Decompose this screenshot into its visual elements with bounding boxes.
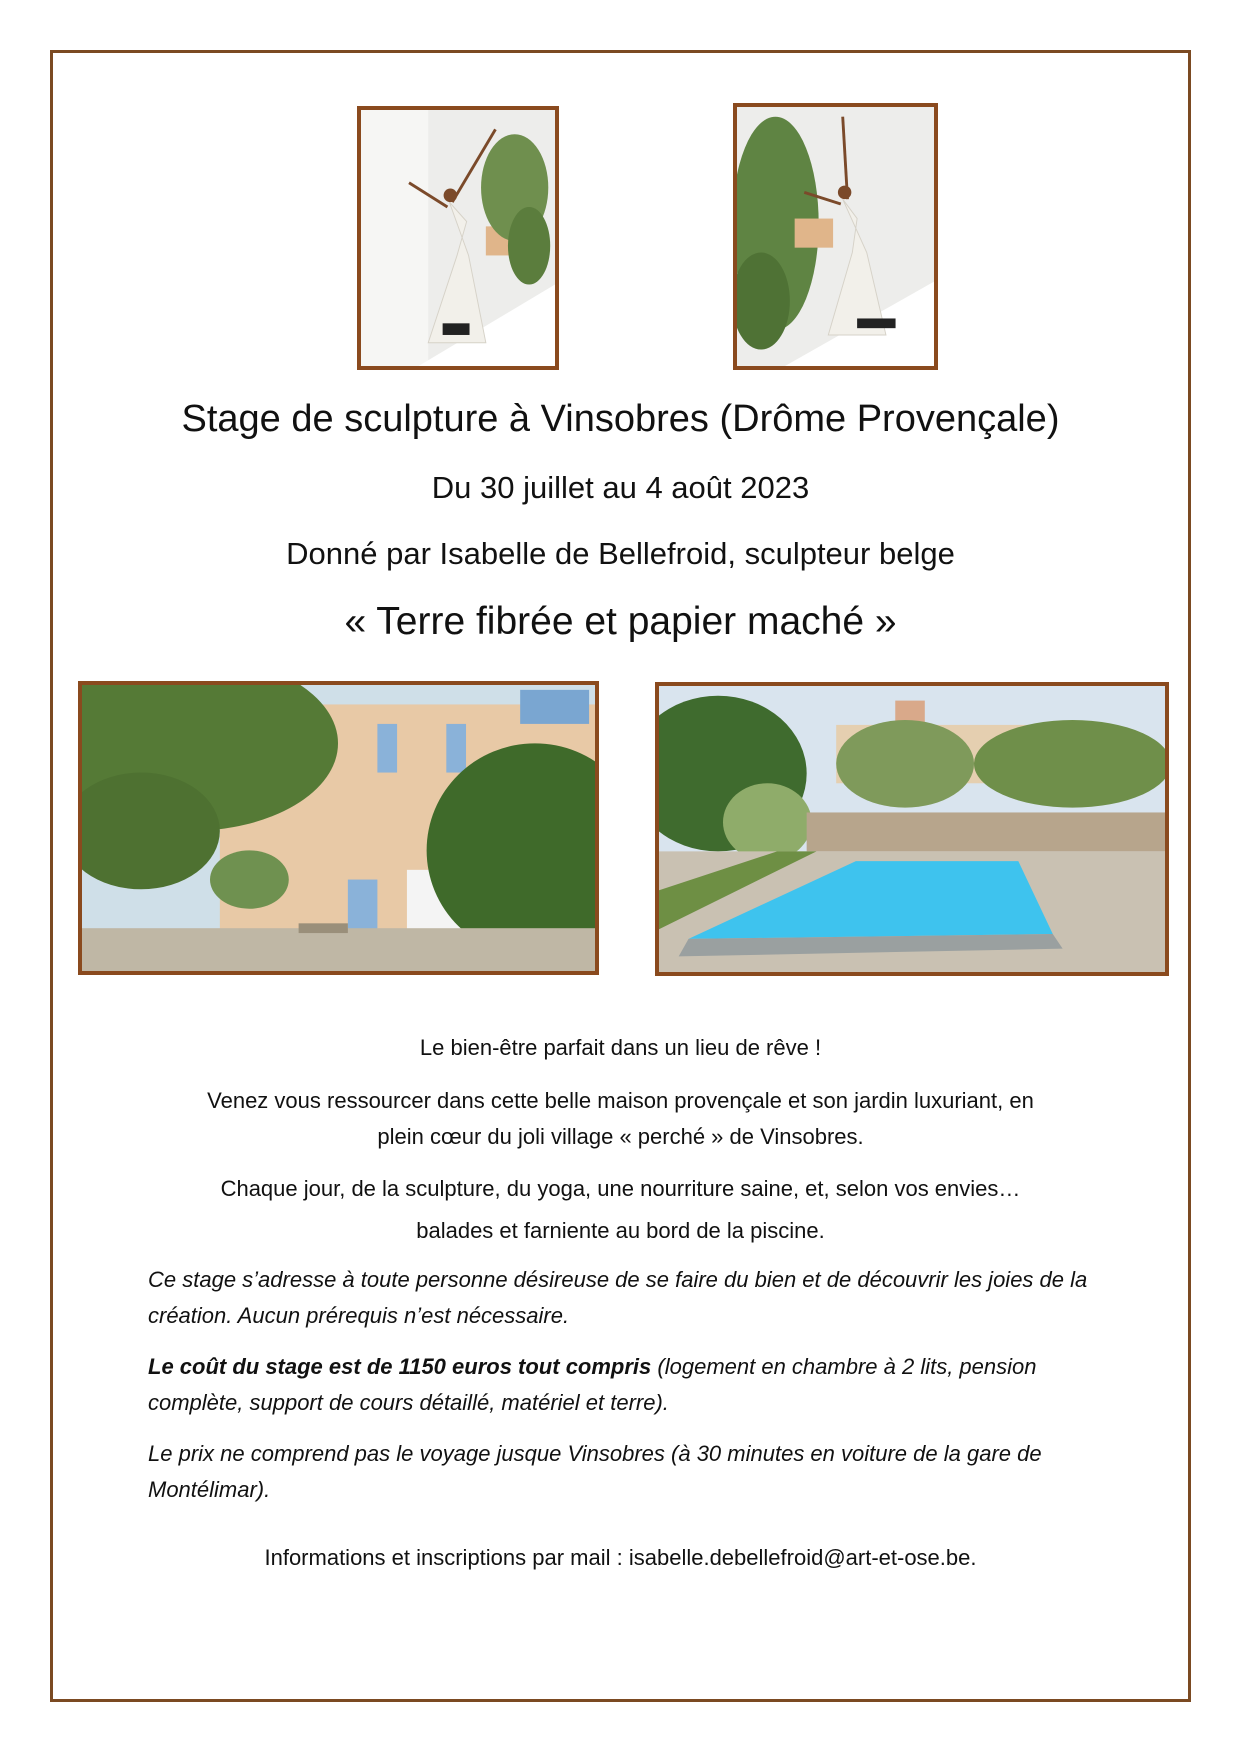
house-photo <box>78 681 599 975</box>
audience-text: Ce stage s’adresse à toute personne désireuse de se faire du bien et de découvrir les joies de la création. Aucun prérequis n’est nécessaire. <box>148 1267 1088 1328</box>
cost-paragraph <box>148 1349 1093 1421</box>
daily-line-1: Chaque jour, de la sculpture, du yoga, une nourriture saine, et, selon vos envies… <box>220 1176 1021 1201</box>
dates: Du 30 juillet au 4 août 2023 <box>431 470 810 505</box>
given-by: Donné par Isabelle de Bellefroid, sculpteur belge <box>286 536 955 571</box>
sculpture-photo-left <box>357 106 559 370</box>
page-title: Stage de sculpture à Vinsobres (Drôme Provençale) <box>181 398 1060 440</box>
pool-photo <box>655 682 1169 976</box>
cost-bold: Le coût du stage est de 1150 euros tout compris <box>148 1354 652 1379</box>
intro-line-1: Venez vous ressourcer dans cette belle maison provençale et son jardin luxuriant, en <box>207 1088 1034 1113</box>
cost-detail: (logement en chambre à 2 lits, pension complète, support de cours détaillé, matériel et terre). <box>148 1354 1037 1415</box>
daily-line-2: balades et farniente au bord de la piscine. <box>416 1218 825 1243</box>
subtitle: « Terre fibrée et papier maché » <box>344 600 897 643</box>
contact-line: Informations et inscriptions par mail : isabelle.debellefroid@art-et-ose.be. <box>264 1545 977 1570</box>
intro-line-2: plein cœur du joli village « perché » de Vinsobres. <box>377 1124 864 1149</box>
tagline: Le bien-être parfait dans un lieu de rêve ! <box>419 1035 822 1060</box>
sculpture-photo-right <box>733 103 938 370</box>
travel-text: Le prix ne comprend pas le voyage jusque Vinsobres (à 30 minutes en voiture de la gare de Montélimar). <box>148 1441 1042 1502</box>
